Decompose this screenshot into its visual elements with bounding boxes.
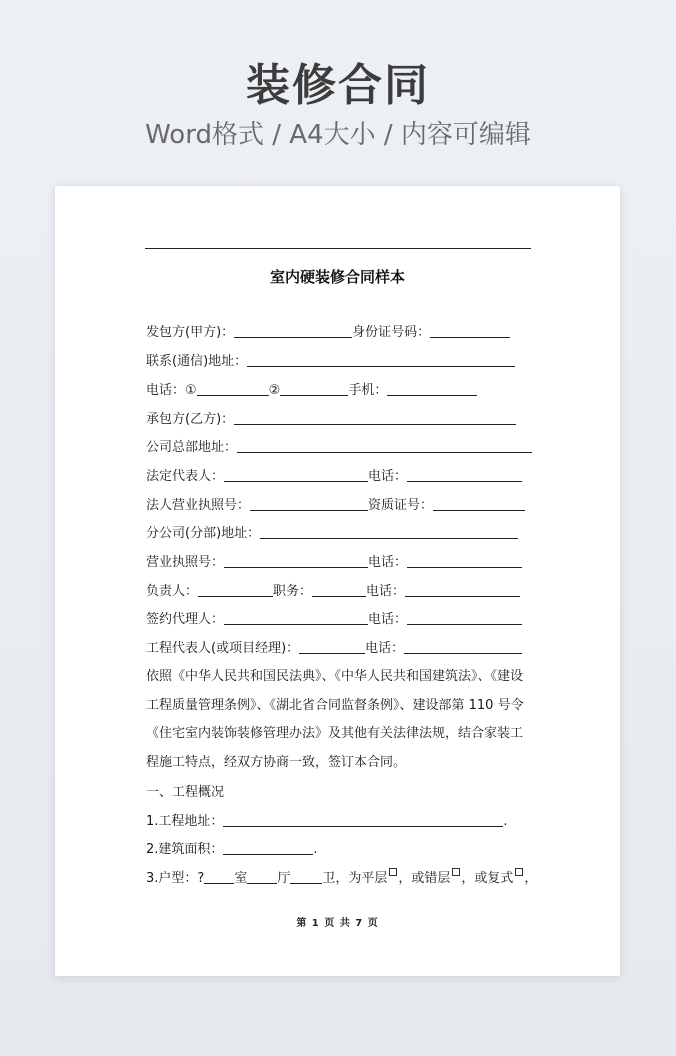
bath-label: 卫，为平层 — [322, 871, 388, 886]
room-count-blank[interactable] — [204, 868, 234, 884]
business-license-label: 法人营业执照号： — [146, 498, 251, 513]
hq-address-blank[interactable] — [237, 437, 532, 453]
business-license-blank[interactable] — [250, 495, 368, 511]
building-area-line — [146, 839, 318, 861]
preamble-paragraph: 依照《中华人民共和国民法典》、《中华人民共和国建筑法》、《建设工程质量管理条例》、《湖北省合同监督条例》、建设部第 110 号令《住宅室内装饰装修管理办法》及其他有关法律法规，结合家装工程施工特点，经双方协商一致，签订本合同。 — [146, 669, 524, 771]
project-rep-phone-blank[interactable] — [404, 638, 522, 654]
branch-address-label: 分公司(分部)地址： — [146, 526, 261, 541]
agent-blank[interactable] — [224, 609, 368, 625]
agent-label: 签约代理人： — [146, 612, 225, 627]
legal-rep-phone-blank[interactable] — [407, 466, 522, 482]
project-rep-line — [146, 638, 522, 660]
project-rep-label: 工程代表人(或项目经理)： — [146, 641, 300, 656]
employer-line — [146, 322, 510, 344]
banner-subtitle: Word格式 / A4大小 / 内容可编辑 — [145, 120, 531, 150]
building-area-end: . — [313, 842, 318, 857]
split-level-label: ，或错层 — [398, 871, 451, 886]
project-address-blank[interactable] — [223, 811, 503, 827]
phone-circle-2: ② — [268, 383, 281, 398]
split-level-checkbox[interactable] — [452, 868, 460, 876]
section-1-heading — [146, 782, 224, 804]
building-area-blank[interactable] — [223, 839, 313, 855]
agent-phone-label: 电话： — [368, 612, 408, 627]
project-rep-blank[interactable] — [299, 638, 365, 654]
mobile-label: 手机： — [348, 383, 388, 398]
position-label: 职务： — [273, 584, 313, 599]
branch-address-blank[interactable] — [260, 523, 518, 539]
room-label: 室 — [234, 871, 248, 886]
flat-checkbox[interactable] — [389, 868, 397, 876]
legal-rep-label: 法定代表人： — [146, 469, 225, 484]
employer-label: 发包方(甲方)： — [146, 325, 235, 340]
header-rule — [145, 248, 531, 249]
contractor-blank[interactable] — [234, 409, 516, 425]
hall-count-blank[interactable] — [247, 868, 277, 884]
id-number-blank[interactable] — [430, 322, 510, 338]
project-address-end: . — [503, 814, 508, 829]
bath-count-blank[interactable] — [290, 868, 322, 884]
employer-blank[interactable] — [234, 322, 352, 338]
project-address-label: 1.工程地址： — [146, 814, 224, 829]
house-type-line — [146, 868, 537, 890]
mobile-blank[interactable] — [387, 380, 477, 396]
license-no-line — [146, 552, 522, 574]
banner-title: 装修合同 — [246, 60, 430, 111]
license-no-blank[interactable] — [224, 552, 368, 568]
page-footer: 第 1 页 共 7 页 — [296, 918, 379, 929]
license-phone-blank[interactable] — [407, 552, 522, 568]
legal-rep-line — [146, 466, 522, 488]
license-phone-label: 电话： — [368, 555, 408, 570]
phone-line — [146, 380, 477, 402]
business-license-line — [146, 495, 525, 517]
building-area-label: 2.建筑面积： — [146, 842, 224, 857]
id-number-label: 身份证号码： — [352, 325, 431, 340]
phone-circle-1: ① — [185, 383, 197, 398]
contact-address-line — [146, 351, 515, 373]
person-phone-blank[interactable] — [405, 581, 520, 597]
person-in-charge-blank[interactable] — [198, 581, 273, 597]
qualification-label: 资质证号： — [368, 498, 434, 513]
house-type-label: 3.户型：? — [146, 871, 205, 886]
legal-rep-phone-label: 电话： — [368, 469, 408, 484]
license-no-label: 营业执照号： — [146, 555, 225, 570]
house-type-end: ， — [524, 871, 538, 886]
agent-phone-blank[interactable] — [407, 609, 522, 625]
document-title: 室内硬装修合同样本 — [269, 268, 405, 286]
duplex-checkbox[interactable] — [515, 868, 523, 876]
branch-address-line — [146, 523, 518, 545]
person-in-charge-line — [146, 581, 520, 603]
phone-1-blank[interactable] — [197, 380, 269, 396]
position-blank[interactable] — [312, 581, 366, 597]
hq-address-line — [146, 437, 532, 459]
person-phone-label: 电话： — [366, 584, 406, 599]
contact-address-label: 联系(通信)地址： — [146, 354, 248, 369]
agent-line — [146, 609, 522, 631]
person-in-charge-label: 负责人： — [146, 584, 199, 599]
duplex-label: ，或复式 — [461, 871, 514, 886]
project-rep-phone-label: 电话： — [365, 641, 405, 656]
project-address-line — [146, 811, 508, 833]
qualification-blank[interactable] — [433, 495, 525, 511]
legal-rep-blank[interactable] — [224, 466, 368, 482]
contractor-line — [146, 409, 516, 431]
phone-label: 电话： — [146, 383, 186, 398]
hall-label: 厅 — [277, 871, 291, 886]
hq-address-label: 公司总部地址： — [146, 440, 238, 455]
section-1-heading-text: 一、工程概况 — [146, 785, 225, 800]
document-page — [55, 186, 620, 976]
phone-2-blank[interactable] — [280, 380, 348, 396]
contractor-label: 承包方(乙方)： — [146, 412, 235, 427]
contact-address-blank[interactable] — [247, 351, 515, 367]
